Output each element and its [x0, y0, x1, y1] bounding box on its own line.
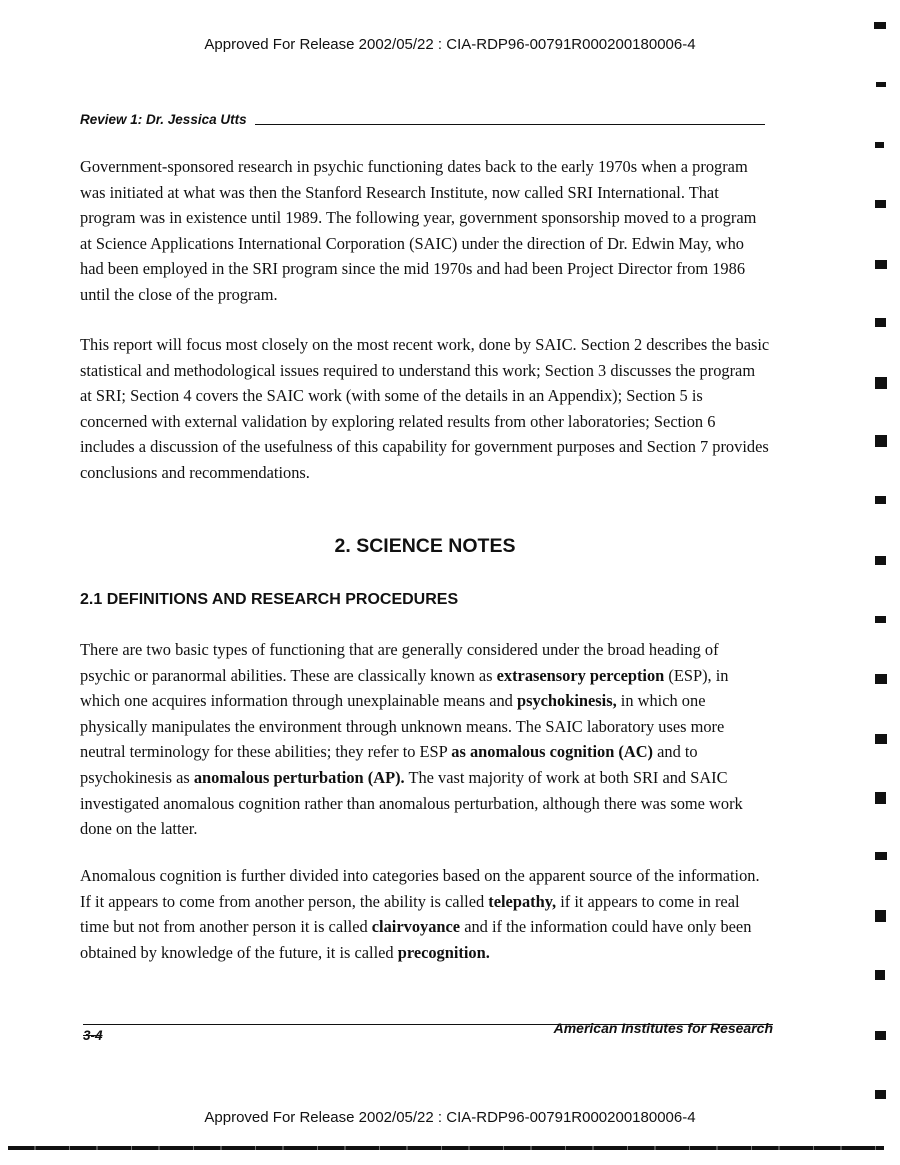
text-run: Anomalous cognition is further divided into categories based on the apparent source of the information. If it appears to come from another person, the ability is called: [80, 866, 760, 911]
scan-mark: [875, 142, 884, 148]
term-anomalous-cognition: as anomalous cognition (AC): [451, 742, 653, 762]
term-clairvoyance: clairvoyance: [371, 917, 461, 937]
term-precognition: precognition.: [397, 942, 490, 962]
text-run: if it appears to come in real time but not from another person it is called: [80, 891, 740, 937]
scan-mark: [875, 1031, 886, 1040]
scan-mark: [875, 970, 885, 980]
section-title: 2. SCIENCE NOTES: [334, 535, 516, 557]
scan-mark: [875, 616, 886, 623]
text-run: (ESP), in which one acquires information through unexplainable means and: [80, 665, 729, 711]
text-run: and to psychokinesis as: [80, 742, 698, 787]
subsection-title: 2.1 DEFINITIONS AND RESEARCH PROCEDURES: [80, 591, 459, 608]
scan-mark: [874, 22, 886, 29]
text-run: in which one physically manipulates the environment through unknown means. The SAIC laboratory uses more neutral terminology for these abilities; they refer to ESP: [80, 691, 725, 762]
term-anomalous-perturbation: anomalous perturbation (AP).: [193, 767, 405, 787]
term-esp: extrasensory perception: [496, 665, 665, 685]
scan-mark: [875, 200, 886, 208]
paragraph-definitions: [80, 637, 770, 842]
paragraph-intro-history: Government-sponsored research in psychic functioning dates back to the early 1970s when a program was initiated at what was then the Stanford Research Institute, now called SRI International. That program was in existence until 1989. The following year, government sponsorship moved to a program at Science Applications International Corporation (SAIC) under the direction of Dr. Edwin May, who had been employed in the SRI program since the mid 1970s and had been Project Director from 1986 until the close of the program.: [80, 157, 757, 304]
header-rule: [255, 124, 765, 125]
scan-mark: [875, 435, 887, 447]
scan-mark: [875, 734, 887, 744]
scan-mark: [875, 792, 886, 804]
footer-organization: American Institutes for Research: [553, 1020, 773, 1036]
page-number: 3-4: [83, 1028, 103, 1043]
scan-mark: [875, 910, 886, 922]
scan-mark: [875, 674, 887, 684]
scan-mark: [875, 1090, 886, 1099]
scan-mark: [875, 496, 886, 504]
scan-mark: [875, 852, 887, 860]
paragraph-report-overview: This report will focus most closely on the most recent work, done by SAIC. Section 2 describes the basic statistical and methodological issues required to understand this work; Section 3 discusses the program at SRI; Section 4 covers the SAIC work (with some of the details in an Appendix); Section 5 is concerned with external validation by exploring related results from other laboratories; Section 6 includes a discussion of the usefulness of this capability for government purposes and Section 7 provides conclusions and recommendations.: [80, 335, 770, 482]
paragraph-categories: [80, 863, 770, 965]
scan-mark: [876, 82, 886, 87]
text-run: There are two basic types of functioning that are generally considered under the broad heading of psychic or paranormal abilities. These are classically known as: [80, 640, 719, 685]
scan-bottom-bar: [8, 1146, 884, 1150]
release-stamp-bottom: Approved For Release 2002/05/22 : CIA-RDP96-00791R000200180006-4: [204, 1109, 696, 1126]
text-run: The vast majority of work at both SRI and SAIC investigated anomalous cognition rather than anomalous perturbation, although there was some work done on the latter.: [80, 767, 743, 839]
scan-mark: [875, 318, 886, 327]
running-head-title: Review 1: Dr. Jessica Utts: [80, 112, 247, 127]
scan-mark: [875, 556, 886, 565]
term-psychokinesis: psychokinesis,: [516, 691, 617, 711]
term-telepathy: telepathy,: [488, 891, 557, 911]
scan-mark: [875, 377, 887, 389]
scan-mark: [875, 260, 887, 269]
scan-edge-marks: [872, 0, 892, 1110]
running-header: [80, 108, 765, 128]
release-stamp-top: Approved For Release 2002/05/22 : CIA-RDP96-00791R000200180006-4: [204, 36, 696, 53]
text-run: and if the information could have only been obtained by knowledge of the future, it is called: [80, 917, 752, 962]
